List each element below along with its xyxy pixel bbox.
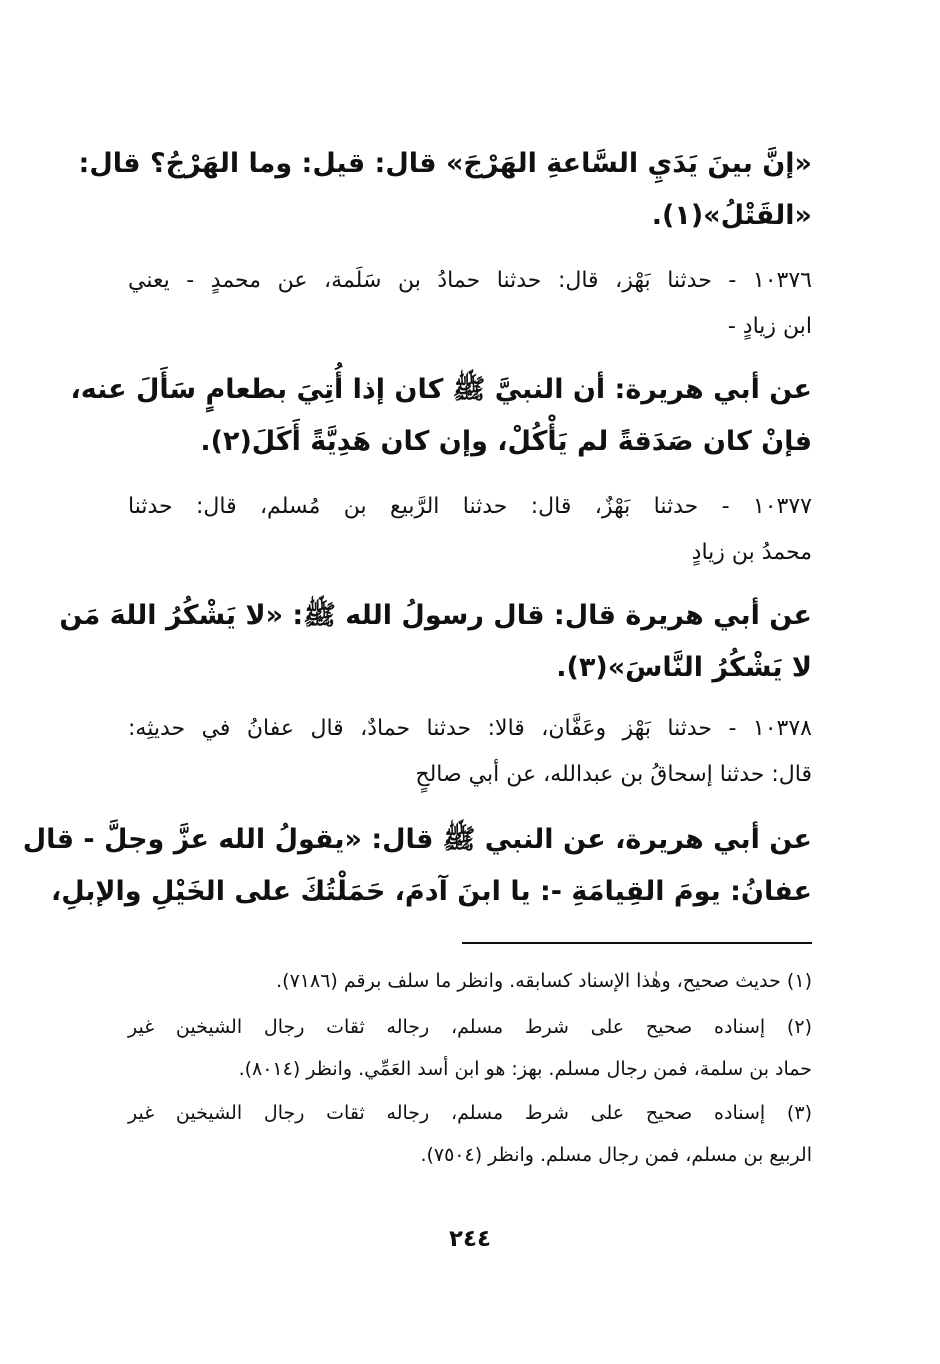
footnote-line: حماد بن سلمة، فمن رجال مسلم. بهز: هو ابن أسد العَمِّي. وانظر (٨٠١٤). (238, 1058, 812, 1080)
isnad-line: قال: حدثنا إسحاقُ بن عبدالله، عن أبي صالحٍ (415, 762, 812, 787)
text-line: «إنَّ بينَ يَدَيِ السَّاعةِ الهَرْجَ» قال: قيل: وما الهَرْجُ؟ قال: (78, 148, 812, 179)
footnote-separator (462, 942, 812, 944)
isnad-line: ١٠٣٧٦ - حدثنا بَهْز، قال: حدثنا حمادُ بن سَلَمة، عن محمدٍ - يعني (128, 268, 812, 293)
text-line: عن أبي هريرة: أن النبيَّ ﷺ كان إذا أُتِيَ بطعامٍ سَأَلَ عنه، (70, 374, 812, 405)
footnote-line: (١) حديث صحيح، وهٰذا الإسناد كسابقه. وانظر ما سلف برقم (٧١٨٦). (276, 970, 812, 992)
isnad-line: ابن زيادٍ - (727, 314, 812, 339)
text-line: عن أبي هريرة قال: قال رسولُ الله ﷺ: «لا يَشْكُرُ اللهَ مَن (59, 600, 812, 631)
page-number: ٢٤٤ (448, 1226, 492, 1252)
footnote-line: الربيع بن مسلم، فمن رجال مسلم. وانظر (٧٥٠٤). (420, 1144, 812, 1166)
footnote-line: (٢) إسناده صحيح على شرط مسلم، رجاله ثقات رجال الشيخين غير (128, 1016, 812, 1038)
text-line: «القَتْلُ»(١). (651, 200, 812, 231)
text-line: عفانُ: يومَ القِيامَةِ -: يا ابنَ آدمَ، حَمَلْتُكَ على الخَيْلِ والإبلِ، (50, 876, 812, 907)
isnad-line: محمدُ بن زيادٍ (691, 540, 812, 565)
text-line: فإنْ كان صَدَقةً لم يَأْكُلْ، وإن كان هَدِيَّةً أَكَلَ(٢). (200, 426, 812, 457)
text-line: لا يَشْكُرُ النَّاسَ»(٣). (556, 652, 812, 683)
isnad-line: ١٠٣٧٧ - حدثنا بَهْزٌ، قال: حدثنا الرَّبيع بن مُسلم، قال: حدثنا (128, 494, 812, 519)
footnote-line: (٣) إسناده صحيح على شرط مسلم، رجاله ثقات رجال الشيخين غير (128, 1102, 812, 1124)
text-line: عن أبي هريرة، عن النبي ﷺ قال: «يقولُ الله عزَّ وجلَّ - قال (22, 824, 812, 855)
isnad-line: ١٠٣٧٨ - حدثنا بَهْز وعَفَّان، قالا: حدثنا حمادٌ، قال عفانُ في حديثِه: (128, 716, 812, 741)
